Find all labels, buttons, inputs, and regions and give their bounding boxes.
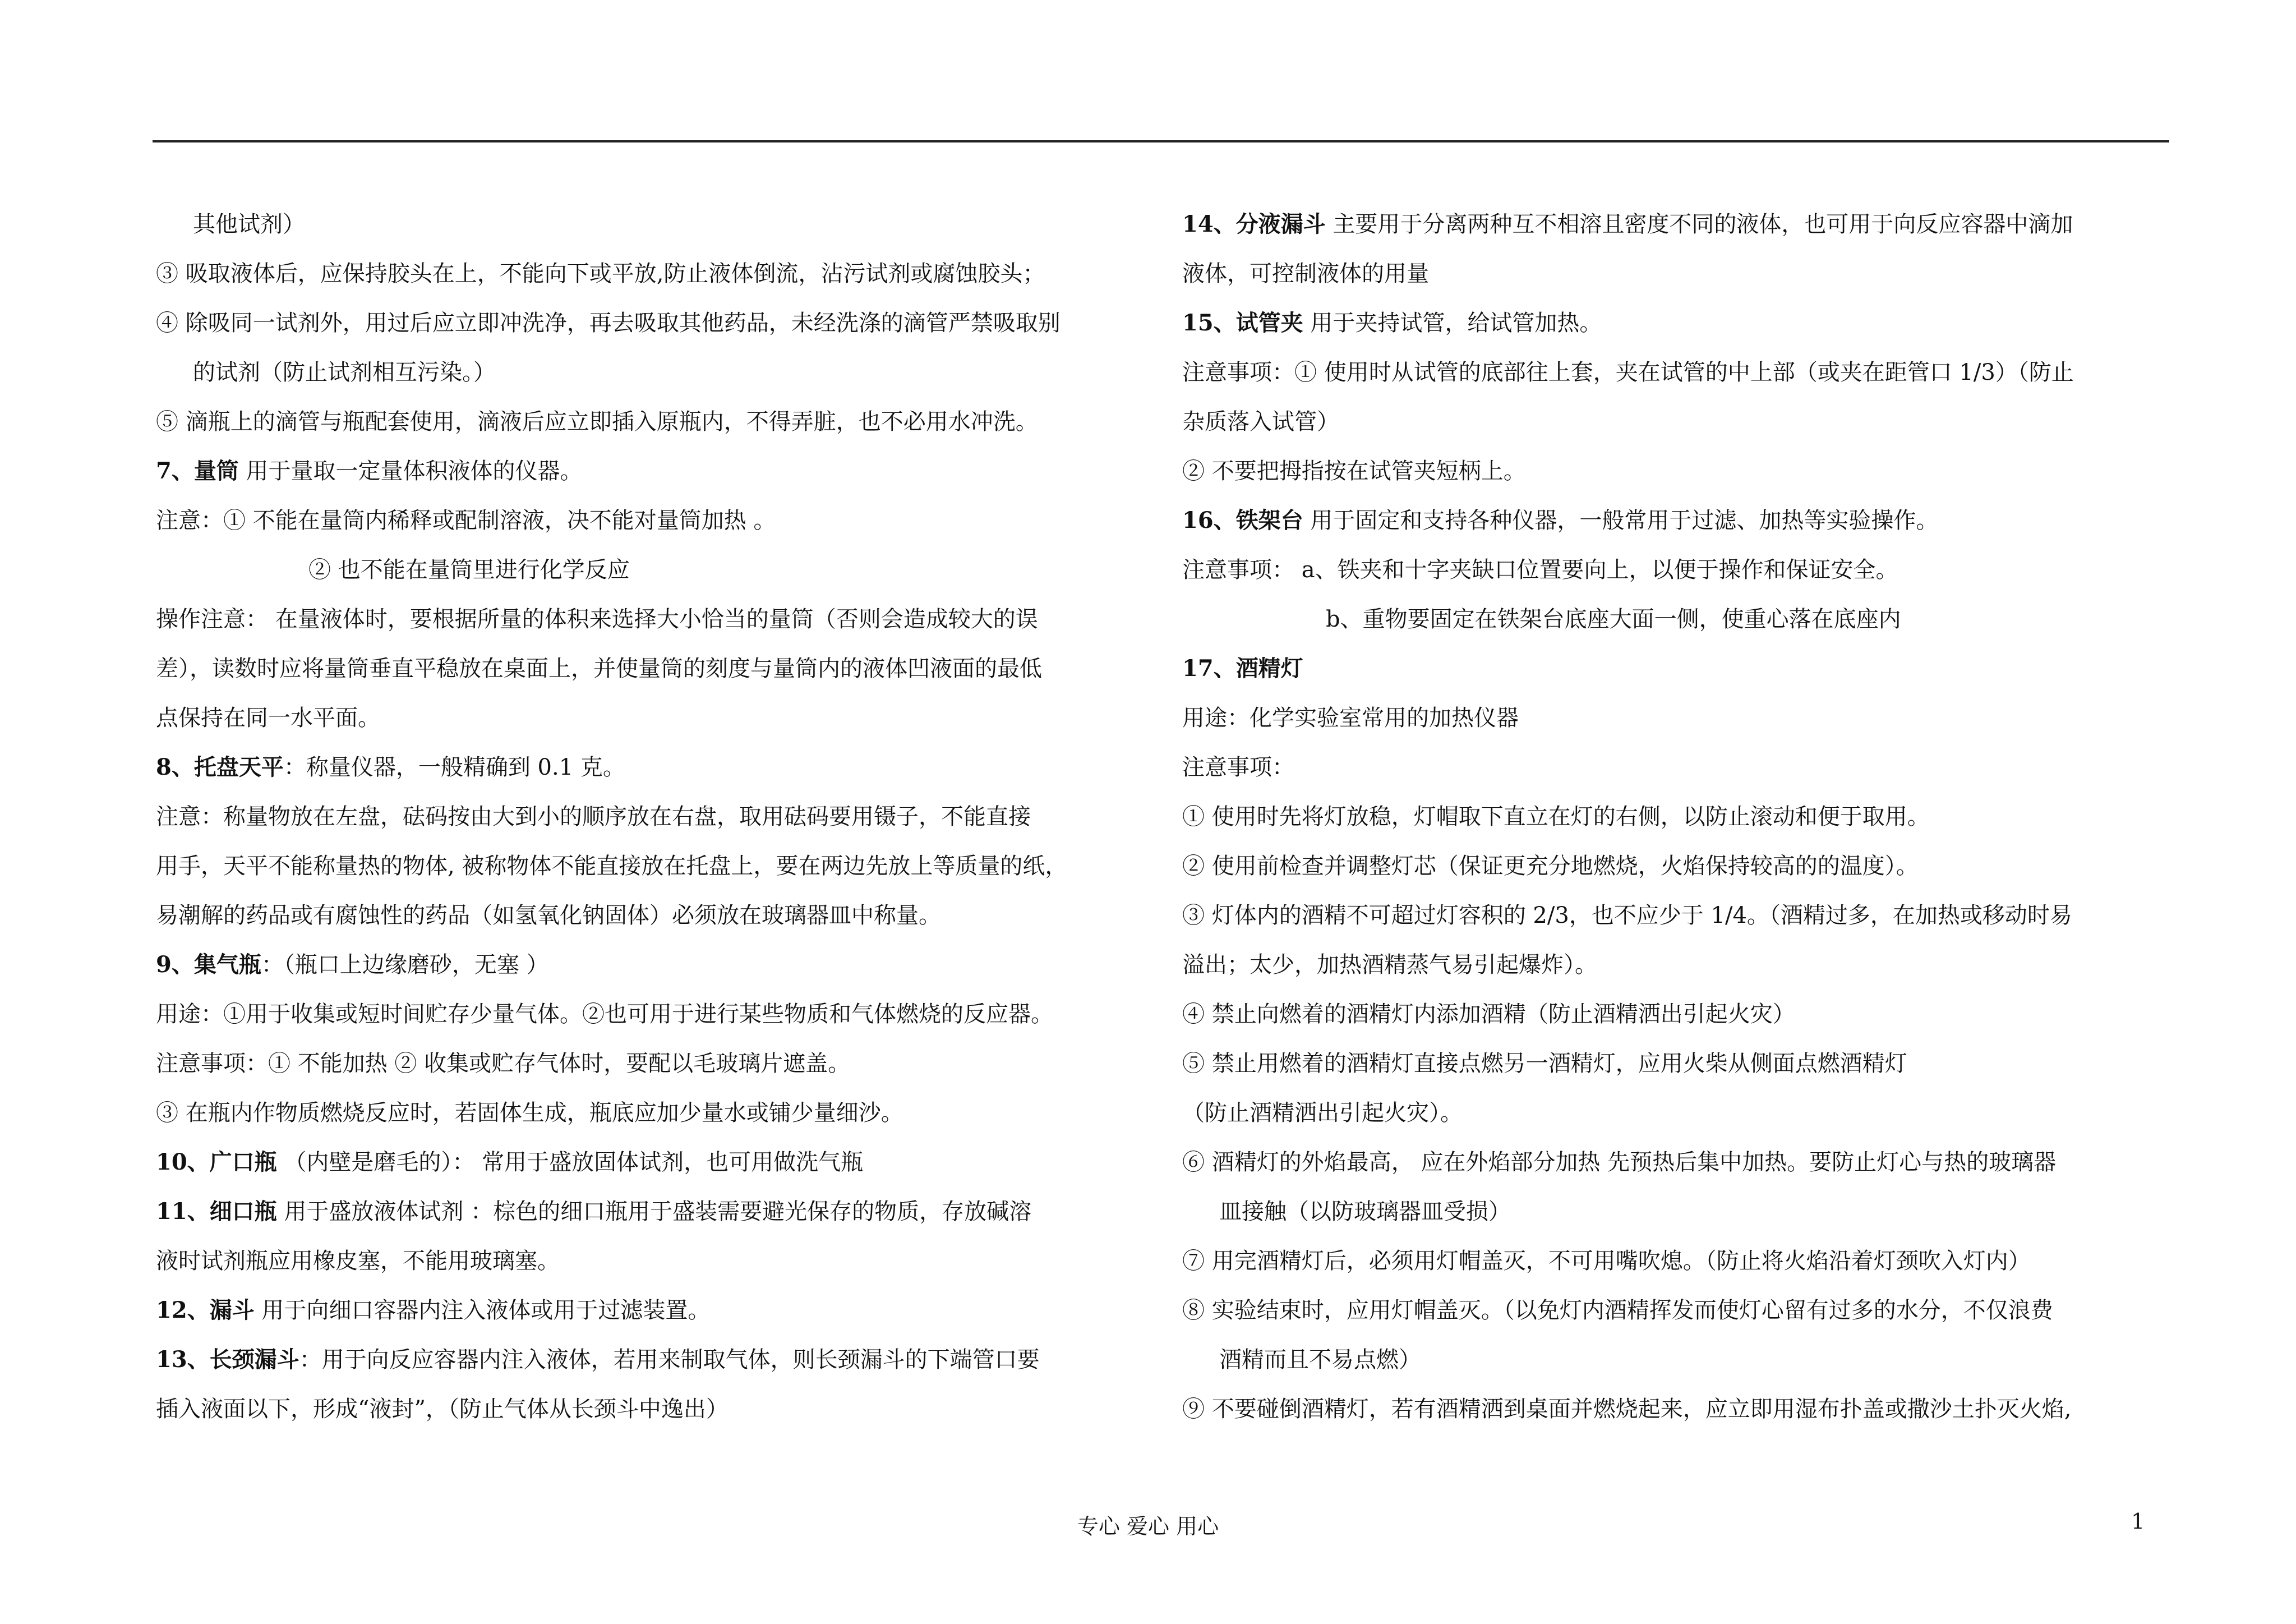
- section-heading: 9、集气瓶: [156, 951, 261, 978]
- left-column-line: [156, 644, 1149, 693]
- line-text: 注意事项：① 使用时从试管的底部往上套，夹在试管的中上部（或夹在距管口 1/3）（防止: [1182, 360, 2074, 385]
- line-text: （防止酒精洒出引起火灾）。: [1182, 1100, 1463, 1126]
- right-column-line: [1182, 595, 2167, 644]
- line-text: ③ 在瓶内作物质燃烧反应时，若固体生成，瓶底应加少量水或铺少量细沙。: [156, 1100, 903, 1126]
- left-column-line: [156, 1384, 1149, 1434]
- line-text: ⑨ 不要碰倒酒精灯，若有酒精洒到桌面并燃烧起来，应立即用湿布扑盖或撒沙土扑灭火焰,: [1182, 1396, 2072, 1422]
- line-text: 操作注意： 在量液体时，要根据所量的体积来选择大小恰当的量筒（否则会造成较大的误: [156, 606, 1038, 632]
- section-heading: 15、试管夹: [1182, 310, 1303, 336]
- right-column-line: [1182, 891, 2167, 940]
- right-column-line: [1182, 990, 2167, 1039]
- left-column-line: [156, 1236, 1149, 1286]
- line-text: 溢出；太少，加热酒精蒸气易引起爆炸）。: [1182, 952, 1597, 978]
- section-heading: 11、细口瓶: [156, 1198, 277, 1225]
- line-text: 易潮解的药品或有腐蚀性的药品（如氢氧化钠固体）必须放在玻璃器皿中称量。: [156, 903, 941, 928]
- left-column-line: [156, 200, 1149, 249]
- line-text: ② 使用前检查并调整灯芯（保证更充分地燃烧，火焰保持较高的的温度）。: [1182, 853, 1919, 879]
- left-column-line: [156, 891, 1149, 940]
- line-text: ⑤ 禁止用燃着的酒精灯直接点燃另一酒精灯，应用火柴从侧面点燃酒精灯: [1182, 1051, 1907, 1076]
- line-text: ⑥ 酒精灯的外焰最高， 应在外焰部分加热 先预热后集中加热。要防止灯心与热的玻璃器: [1182, 1149, 2057, 1175]
- right-column-line: [1182, 1088, 2167, 1138]
- line-text: （内壁是磨毛的）： 常用于盛放固体试剂，也可用做洗气瓶: [276, 1149, 864, 1175]
- line-text: 皿接触（以防玻璃器皿受损）: [1219, 1199, 1511, 1225]
- left-column-line: [156, 298, 1149, 348]
- right-column-line: [1182, 841, 2167, 891]
- line-text: 差），读数时应将量筒垂直平稳放在桌面上，并使量筒的刻度与量筒内的液体凹液面的最低: [156, 656, 1042, 682]
- section-heading: 17、酒精灯: [1182, 655, 1303, 682]
- right-column: [1182, 200, 2167, 1434]
- line-text: ① 使用时先将灯放稳，灯帽取下直立在灯的右侧，以防止滚动和便于取用。: [1182, 804, 1930, 830]
- line-text: 的试剂（防止试剂相互污染。）: [193, 360, 496, 385]
- line-text: 点保持在同一水平面。: [156, 705, 380, 731]
- left-column-line: [156, 1187, 1149, 1236]
- left-column-line: [156, 792, 1149, 841]
- left-column-line: [156, 1088, 1149, 1138]
- line-text: ④ 禁止向燃着的酒精灯内添加酒精（防止酒精洒出引起火灾）: [1182, 1001, 1795, 1027]
- line-text: 用手，天平不能称量热的物体, 被称物体不能直接放在托盘上，要在两边先放上等质量的纸，: [156, 853, 1068, 879]
- right-column-line: [1182, 940, 2167, 990]
- right-column-line: [1182, 496, 2167, 545]
- line-text: 酒精而且不易点燃）: [1219, 1347, 1421, 1373]
- header-rule: [153, 140, 2169, 142]
- line-text: 用于量取一定量体积液体的仪器。: [238, 458, 583, 484]
- line-text: 用于固定和支持各种仪器，一般常用于过滤、加热等实验操作。: [1303, 508, 1939, 533]
- line-text: 用途：①用于收集或短时间贮存少量气体。②也可用于进行某些物质和气体燃烧的反应器。: [156, 1001, 1053, 1027]
- right-column-line: [1182, 1384, 2167, 1434]
- line-text: ⑦ 用完酒精灯后，必须用灯帽盖灭，不可用嘴吹熄。（防止将火焰沿着灯颈吹入灯内）: [1182, 1248, 2031, 1274]
- left-column-line: [156, 1138, 1149, 1187]
- line-text: 其他试剂）: [193, 211, 305, 237]
- section-heading: 10、广口瓶: [156, 1149, 277, 1175]
- left-column-line: [156, 1286, 1149, 1335]
- line-text: 用于向细口容器内注入液体或用于过滤装置。: [254, 1298, 711, 1323]
- line-text: 注意事项：① 不能加热 ② 收集或贮存气体时，要配以毛玻璃片遮盖。: [156, 1051, 851, 1076]
- line-text: 插入液面以下，形成“液封”，（防止气体从长颈斗中逸出）: [156, 1396, 729, 1422]
- right-column-line: [1182, 397, 2167, 447]
- left-column-line: [156, 940, 1149, 990]
- left-column-line: [156, 249, 1149, 298]
- line-text: ：称量仪器，一般精确到 0.1 克。: [283, 755, 625, 780]
- section-heading: 8、托盘天平: [156, 754, 284, 780]
- left-column-line: [156, 990, 1149, 1039]
- line-text: ③ 吸取液体后，应保持胶头在上，不能向下或平放,防止液体倒流，沾污试剂或腐蚀胶头；: [156, 261, 1045, 287]
- right-column-line: [1182, 1039, 2167, 1088]
- left-column: [156, 200, 1149, 1434]
- left-column-line: [156, 1039, 1149, 1088]
- line-text: ⑧ 实验结束时，应用灯帽盖灭。（以免灯内酒精挥发而使灯心留有过多的水分，不仅浪费: [1182, 1298, 2053, 1323]
- right-column-line: [1182, 348, 2167, 397]
- line-text: ：用于向反应容器内注入液体，若用来制取气体，则长颈漏斗的下端管口要: [299, 1347, 1040, 1373]
- line-text: ② 也不能在量筒里进行化学反应: [308, 557, 630, 583]
- line-text: ② 不要把拇指按在试管夹短柄上。: [1182, 458, 1526, 484]
- right-column-line: [1182, 249, 2167, 298]
- left-column-line: [156, 693, 1149, 743]
- left-column-line: [156, 841, 1149, 891]
- line-text: ④ 除吸同一试剂外，用过后应立即冲洗净，再去吸取其他药品，未经洗涤的滴管严禁吸取别: [156, 310, 1061, 336]
- left-column-line: [156, 348, 1149, 397]
- line-text: 注意事项：: [1182, 755, 1294, 780]
- section-heading: 7、量筒: [156, 458, 239, 484]
- right-column-line: [1182, 693, 2167, 743]
- left-column-line: [156, 1335, 1149, 1384]
- line-text: 杂质落入试管）: [1182, 409, 1339, 435]
- line-text: 主要用于分离两种互不相溶且密度不同的液体，也可用于向反应容器中滴加: [1325, 211, 2073, 237]
- right-column-line: [1182, 1187, 2167, 1236]
- right-column-line: [1182, 792, 2167, 841]
- right-column-line: [1182, 200, 2167, 249]
- section-heading: 13、长颈漏斗: [156, 1346, 299, 1373]
- line-text: b、重物要固定在铁架台底座大面一侧，使重心落在底座内: [1326, 606, 1901, 632]
- left-column-line: [156, 496, 1149, 545]
- line-text: 注意事项： a、铁夹和十字夹缺口位置要向上，以便于操作和保证安全。: [1182, 557, 1898, 583]
- line-text: ③ 灯体内的酒精不可超过灯容积的 2/3，也不应少于 1/4。（酒精过多，在加热或移动时易: [1182, 903, 2072, 928]
- right-column-line: [1182, 545, 2167, 595]
- right-column-line: [1182, 743, 2167, 792]
- right-column-line: [1182, 1236, 2167, 1286]
- right-column-line: [1182, 298, 2167, 348]
- footer-motto: 专心 爱心 用心: [1077, 1514, 1219, 1539]
- line-text: 用途：化学实验室常用的加热仪器: [1182, 705, 1519, 731]
- section-heading: 12、漏斗: [156, 1297, 255, 1323]
- section-heading: 16、铁架台: [1182, 507, 1303, 533]
- section-heading: 14、分液漏斗: [1182, 211, 1326, 237]
- right-column-line: [1182, 1286, 2167, 1335]
- line-text: 用于盛放液体试剂 ：棕色的细口瓶用于盛装需要避光保存的物质，存放碱溶: [276, 1199, 1032, 1225]
- right-column-line: [1182, 1335, 2167, 1384]
- line-text: 注意：称量物放在左盘，砝码按由大到小的顺序放在右盘，取用砝码要用镊子，不能直接: [156, 804, 1031, 830]
- left-column-line: [156, 545, 1149, 595]
- left-column-line: [156, 397, 1149, 447]
- line-text: 注意：① 不能在量筒内稀释或配制溶液，决不能对量筒加热 。: [156, 508, 776, 533]
- line-text: ：（瓶口上边缘磨砂，无塞 ）: [261, 952, 549, 978]
- left-column-line: [156, 447, 1149, 496]
- left-column-line: [156, 743, 1149, 792]
- right-column-line: [1182, 1138, 2167, 1187]
- line-text: 液体，可控制液体的用量: [1182, 261, 1429, 287]
- left-column-line: [156, 595, 1149, 644]
- line-text: 用于夹持试管，给试管加热。: [1303, 310, 1602, 336]
- line-text: ⑤ 滴瓶上的滴管与瓶配套使用，滴液后应立即插入原瓶内，不得弄脏，也不必用水冲洗。: [156, 409, 1038, 435]
- page-number: 1: [2131, 1509, 2145, 1534]
- right-column-line: [1182, 447, 2167, 496]
- line-text: 液时试剂瓶应用橡皮塞，不能用玻璃塞。: [156, 1248, 560, 1274]
- right-column-line: [1182, 644, 2167, 693]
